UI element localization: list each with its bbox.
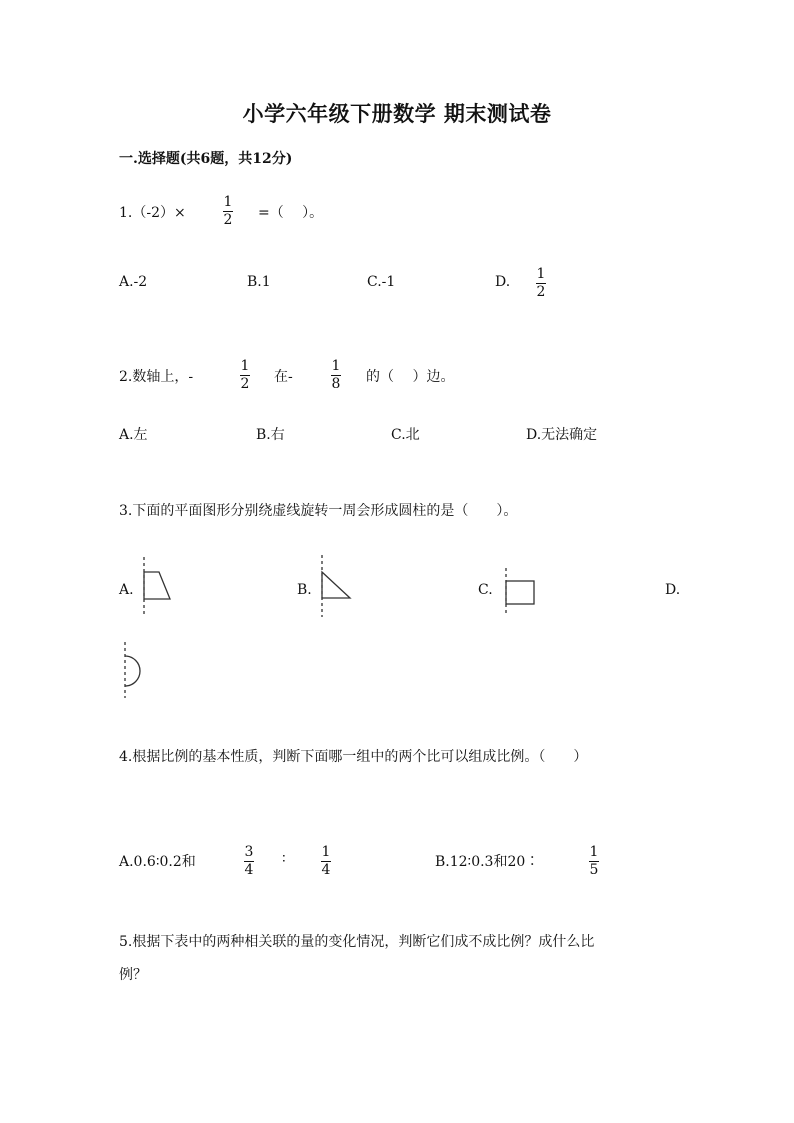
q1-option-b[interactable]: B.1	[247, 274, 271, 290]
q3-figure-a-trapezoid	[135, 555, 180, 620]
q5-stem-line-2: 例？	[119, 967, 147, 983]
q2-option-c[interactable]: C.北	[391, 427, 420, 443]
q1-option-d[interactable]: D.	[495, 274, 511, 290]
q1-option-a[interactable]: A.-2	[119, 274, 148, 290]
q3-stem: 3.下面的平面图形分别绕虚线旋转一周会形成圆柱的是（ ）。	[119, 503, 518, 519]
fraction-denominator: 4	[244, 862, 254, 878]
fraction-denominator: 2	[536, 284, 546, 300]
q3-option-b[interactable]: B.	[297, 582, 312, 598]
fraction-numerator: 1	[536, 266, 546, 282]
fraction-denominator: 2	[223, 212, 233, 228]
q4-option-a-fraction-1	[244, 845, 254, 878]
q1-fraction	[223, 195, 233, 228]
fraction-denominator: 8	[331, 376, 341, 392]
q3-figure-b-triangle	[314, 553, 359, 620]
fraction-denominator: 5	[589, 862, 599, 878]
q2-option-d[interactable]: D.无法确定	[526, 427, 598, 443]
fraction-denominator: 2	[240, 376, 250, 392]
q1-stem-end: =（ ）。	[258, 205, 324, 221]
q4-option-a-colon: ∶	[282, 851, 286, 867]
fraction-numerator: 1	[240, 358, 250, 374]
q2-stem-start: 2.数轴上，-	[119, 369, 194, 385]
q2-fraction-2	[331, 359, 341, 392]
q1-option-c[interactable]: C.-1	[367, 274, 396, 290]
q2-stem-end: 的（ ）边。	[366, 369, 455, 385]
q4-option-b-fraction	[589, 845, 599, 878]
q4-option-a[interactable]: A.0.6∶0.2和	[119, 854, 196, 870]
q3-figure-c-rectangle	[498, 566, 543, 618]
q2-fraction-1	[240, 359, 250, 392]
q3-figure-d-semicircle	[116, 640, 156, 702]
q2-stem-mid: 在-	[274, 369, 293, 385]
q4-stem: 4.根据比例的基本性质，判断下面哪一组中的两个比可以组成比例。（ ）	[119, 749, 588, 765]
fraction-denominator: 4	[321, 862, 331, 878]
fraction-numerator: 1	[589, 844, 599, 860]
page-title: 小学六年级下册数学 期末测试卷	[242, 101, 552, 126]
q3-option-d[interactable]: D.	[665, 582, 681, 598]
q5-stem-line-1: 5.根据下表中的两种相关联的量的变化情况，判断它们成不成比例？成什么比	[119, 934, 595, 950]
q3-option-c[interactable]: C.	[478, 582, 493, 598]
q3-option-a[interactable]: A.	[119, 582, 134, 598]
q1-stem-start: 1.（-2）×	[119, 205, 186, 221]
q2-option-b[interactable]: B.右	[256, 427, 285, 443]
fraction-numerator: 1	[223, 194, 233, 210]
q1-option-d-fraction	[536, 267, 546, 300]
fraction-numerator: 3	[244, 844, 254, 860]
q4-option-a-fraction-2	[321, 845, 331, 878]
section-heading: 一.选择题(共6题，共12分)	[119, 151, 293, 167]
q2-option-a[interactable]: A.左	[119, 427, 148, 443]
fraction-numerator: 1	[321, 844, 331, 860]
q4-option-b[interactable]: B.12∶0.3和20∶	[435, 854, 540, 870]
fraction-numerator: 1	[331, 358, 341, 374]
